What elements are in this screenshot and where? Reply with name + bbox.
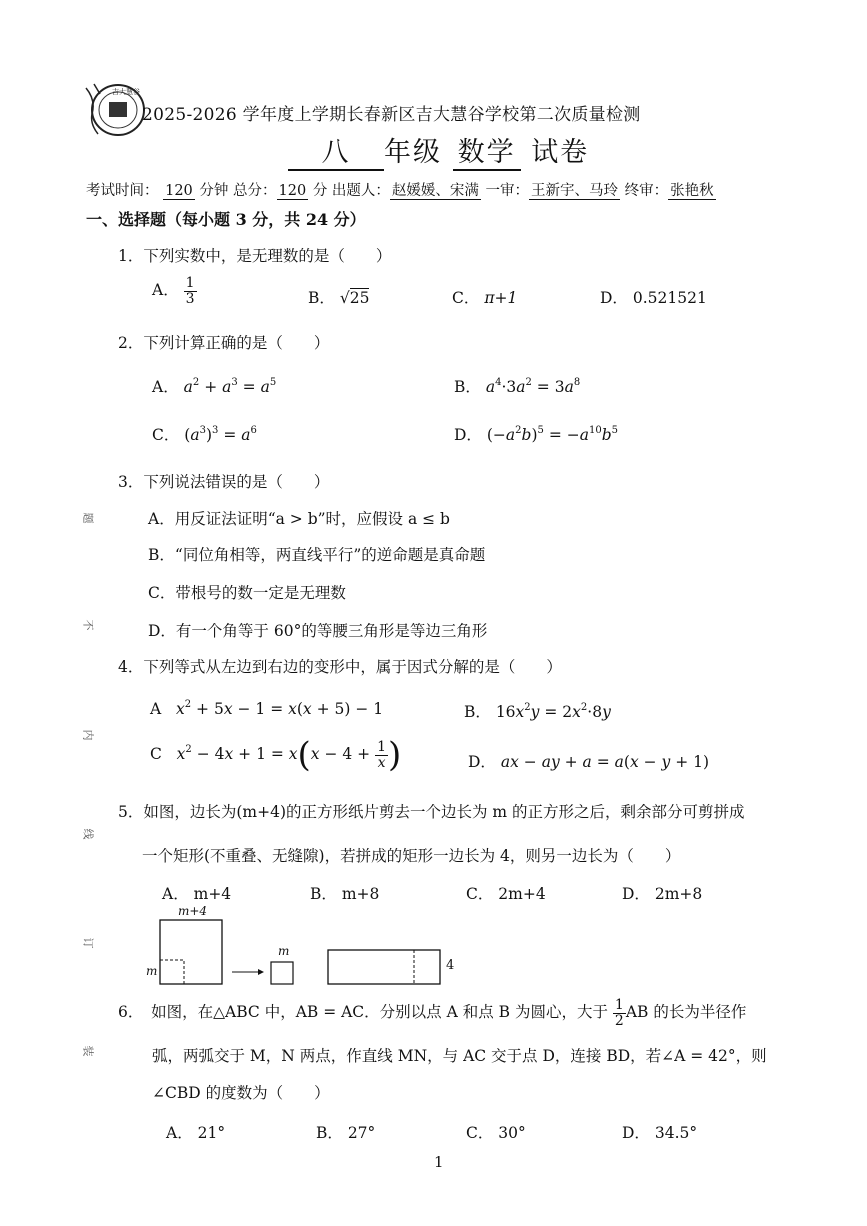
question-4-stem: 4．下列等式从左边到右边的变形中，属于因式分解的是（ ） — [118, 658, 562, 676]
option-label: A． — [152, 281, 179, 300]
question-2-stem: 2．下列计算正确的是（ ） — [118, 334, 330, 352]
grade-word: 年级 — [384, 137, 442, 168]
section-heading: 一、选择题（每小题 3 分，共 24 分） — [86, 210, 366, 229]
fraction — [184, 276, 197, 306]
side-glyph: 装 — [81, 1045, 95, 1057]
denominator: 2 — [614, 1012, 624, 1029]
q3-option-d: D．有一个角等于 60°的等腰三角形是等边三角形 — [148, 622, 488, 640]
q5-option-b: B． m+8 — [310, 885, 380, 903]
q4-option-d: D． ax − ay + a = a(x − y + 1) — [468, 753, 710, 771]
denominator: 3 — [185, 290, 195, 307]
expression: 0.521521 — [632, 289, 707, 307]
option-label: A — [150, 700, 162, 718]
review1-label: 一审： — [485, 183, 530, 199]
paper-word: 试卷 — [531, 137, 590, 168]
q4-option-a: A $x^2 + 5x - 1 = x(x + 5) - 1$ — [150, 699, 384, 718]
option-label: D． — [600, 289, 628, 307]
q1-option-a — [152, 276, 197, 306]
final-label: 终审： — [624, 183, 669, 199]
q4-option-c: C $x^2 - 4x + 1 = x(x - 4$ + $\frac{1}{x}$ ) — [150, 735, 402, 775]
q6-option-a: A． 21° — [166, 1124, 226, 1142]
question-5-stem-line1: 5．如图，边长为(m+4)的正方形纸片剪去一个边长为 m 的正方形之后，剩余部分可剪拼成 — [118, 803, 745, 821]
option-label: B． — [464, 703, 491, 721]
q4-option-b: B． $16x^2y = 2x^2\cdot 8y$ — [464, 702, 611, 721]
option-label: B． — [454, 378, 481, 396]
question-3-stem: 3．下列说法错误的是（ ） — [118, 473, 330, 491]
exam-title: 2025-2026 学年度上学期长春新区吉大慧谷学校第二次质量检测 — [142, 105, 641, 125]
question-1-stem: 1．下列实数中，是无理数的是（ ） — [118, 247, 392, 265]
question-5-stem-line2: 一个矩形(不重叠、无缝隙)，若拼成的矩形一边长为 4，则另一边长为（ ） — [142, 847, 681, 865]
q5-option-d: D． 2m+8 — [622, 885, 703, 903]
stem-part: 6． 如图，在△ABC 中，AB = AC．分别以点 A 和点 B 为圆心，大于 — [118, 1003, 608, 1022]
fig-label-right: 4 — [446, 958, 455, 973]
side-glyph: 线 — [81, 828, 95, 840]
q1-option-d — [600, 286, 707, 308]
time-value: 120 — [165, 183, 193, 199]
q2-option-a: A． $a^2 + a^3 = a^5$ — [152, 377, 277, 396]
q2-option-d: D． $(-a^2b)^5 = -a^{10}b^5$ — [454, 425, 619, 444]
question-6-stem-line2: 弧，两弧交于 M，N 两点，作直线 MN，与 AC 交于点 D，连接 BD，若∠A = 42°，则 — [152, 1047, 767, 1065]
numerator: 1 — [614, 997, 624, 1013]
option-label: C． — [152, 426, 180, 444]
q5-option-a: A． m+4 — [162, 885, 232, 903]
fig-label-top: m+4 — [178, 904, 208, 918]
author-label: 出题人： — [331, 183, 390, 199]
side-glyph: 不 — [81, 619, 95, 631]
time-label: 考试时间： — [86, 183, 159, 199]
q1-option-c — [452, 286, 517, 308]
final-value: 张艳秋 — [670, 183, 714, 199]
q3-option-b: B．“同位角相等，两直线平行”的逆命题是真命题 — [148, 546, 486, 564]
q2-option-b: B． $a^4\cdot 3a^2 = 3a^8$ — [454, 377, 581, 396]
grade-blank: 八 — [288, 130, 384, 171]
option-label: C． — [452, 289, 480, 307]
author-value: 赵媛媛、宋满 — [391, 183, 479, 199]
q5-figure — [140, 904, 470, 988]
fig-label-small: m — [278, 944, 290, 958]
grade-line — [288, 130, 589, 171]
expression: π+1 — [484, 289, 518, 307]
subject-blank: 数学 — [453, 130, 521, 171]
q2-option-c: C． $(a^3)^3 = a^6$ — [152, 425, 257, 444]
side-glyph: 题 — [81, 512, 95, 524]
question-6-stem-line1 — [118, 998, 746, 1028]
q6-option-c: C． 30° — [466, 1124, 526, 1142]
score-unit: 分 — [312, 183, 328, 199]
score-label: 总分： — [233, 183, 277, 199]
side-glyph: 订 — [81, 937, 95, 949]
fraction — [613, 998, 626, 1028]
q5-option-c: C． 2m+4 — [466, 885, 546, 903]
fraction: $\frac{1}{x}$ — [377, 738, 387, 771]
stem-part: AB 的长为半径作 — [625, 1003, 747, 1022]
numerator: 1 — [185, 275, 195, 291]
q1-option-b — [308, 286, 369, 308]
sqrt-sign: √ — [339, 289, 350, 307]
page-number: 1 — [434, 1153, 444, 1171]
fig-label-left: m — [146, 964, 158, 978]
school-logo — [82, 80, 148, 140]
option-label: B． — [308, 289, 335, 307]
time-unit: 分钟 — [199, 183, 229, 199]
option-label: D． — [468, 753, 496, 771]
review1-value: 王新宇、马玲 — [531, 183, 619, 199]
side-glyph: 内 — [81, 729, 95, 741]
question-6-stem-line3: ∠CBD 的度数为（ ） — [152, 1084, 330, 1102]
q6-option-b: B． 27° — [316, 1124, 376, 1142]
option-label: D． — [454, 426, 482, 444]
option-label: A． — [152, 378, 179, 396]
radicand: 25 — [349, 289, 370, 307]
score-value: 120 — [278, 183, 307, 199]
exam-meta — [86, 179, 716, 200]
q3-option-c: C．带根号的数一定是无理数 — [148, 584, 346, 602]
svg-text:吉大慧谷: 吉大慧谷 — [112, 88, 140, 96]
option-label: C — [150, 745, 162, 763]
q3-option-a: A．用反证法证明“a > b”时，应假设 a ≤ b — [148, 510, 450, 528]
q6-option-d: D． 34.5° — [622, 1124, 698, 1142]
